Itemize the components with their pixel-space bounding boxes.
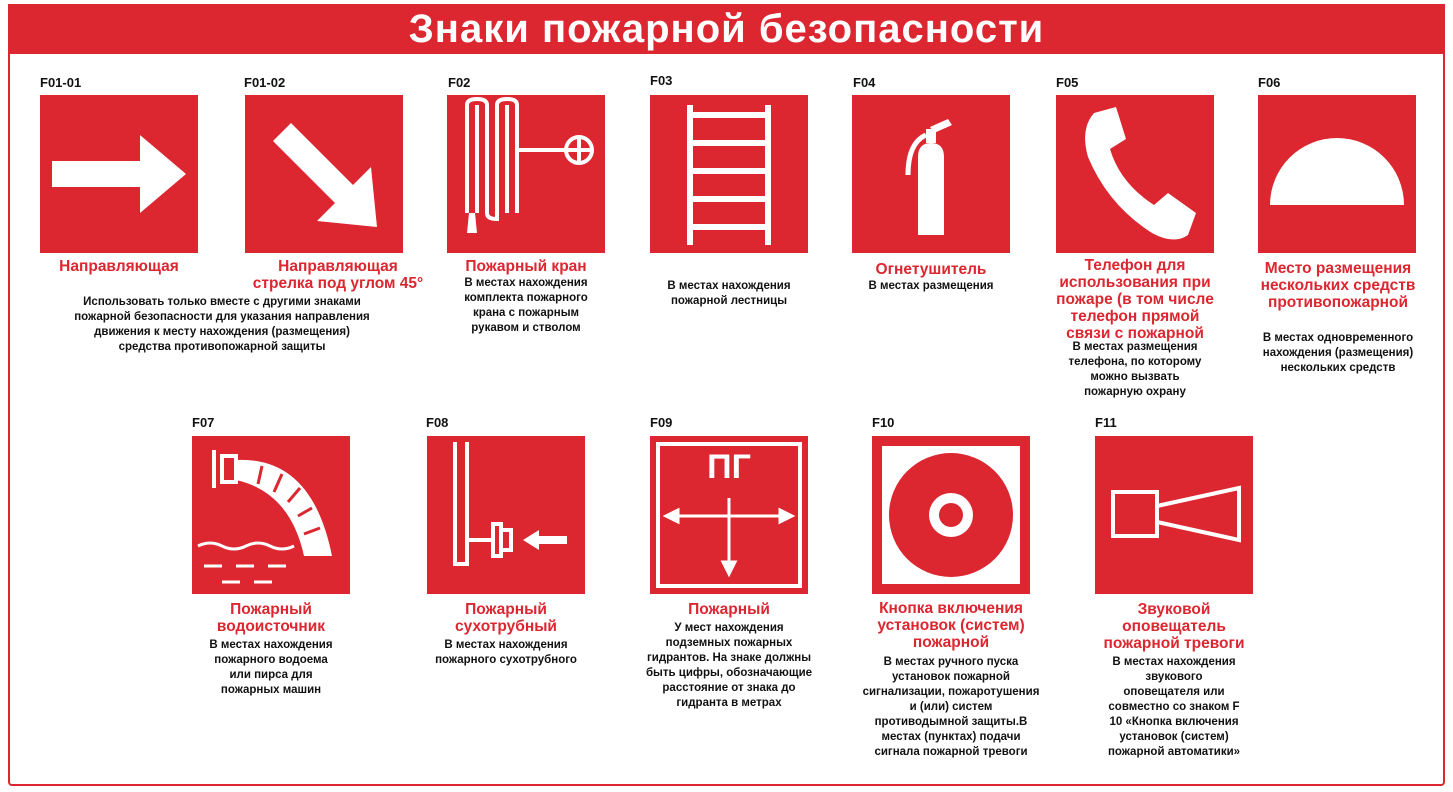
sign-f05 bbox=[1056, 95, 1214, 253]
sign-code: F10 bbox=[872, 415, 895, 430]
sign-f02 bbox=[447, 95, 605, 253]
sign-f08 bbox=[427, 436, 585, 594]
hydrant-glyph: ПГ bbox=[707, 448, 751, 486]
sign-name: Пожарный кран bbox=[465, 258, 587, 275]
sign-description: Использовать только вместе с другими знаками пожарной безопасности для указания направления движения к месту нахождения (размещения) средства противопожарной защиты bbox=[74, 296, 370, 353]
sign-name: Направляющая стрелка под углом 45° bbox=[252, 258, 424, 292]
sign-f06 bbox=[1258, 95, 1416, 253]
sign-description: В местах нахождения комплекта пожарного крана с пожарным рукавом и стволом bbox=[464, 277, 588, 334]
sound-alarm-icon bbox=[1095, 436, 1253, 594]
sign-code: F08 bbox=[426, 415, 449, 430]
arrow-diagonal-icon bbox=[245, 95, 403, 253]
sign-f11 bbox=[1095, 436, 1253, 594]
sign-description: В местах нахождения пожарной лестницы bbox=[667, 280, 791, 307]
sign-description: В местах одновременного нахождения (размещения) нескольких средств bbox=[1262, 332, 1414, 374]
title-bar bbox=[8, 4, 1445, 54]
sign-f03 bbox=[650, 95, 808, 253]
water-source-icon bbox=[192, 436, 350, 594]
sign-name: Место размещения нескольких средств противопожарной bbox=[1260, 260, 1416, 311]
sign-code: F01-01 bbox=[40, 75, 82, 90]
sign-description: В местах нахождения пожарного водоема или пирса для пожарных машин bbox=[209, 639, 333, 696]
telephone-icon bbox=[1056, 95, 1214, 253]
sign-name: Огнетушитель bbox=[875, 261, 987, 278]
sign-code: F04 bbox=[853, 75, 876, 90]
sign-code: F11 bbox=[1095, 415, 1117, 430]
sign-description: У мест нахождения подземных пожарных гидрантов. На знаке должны быть цифры, обозначающие расстояние от знака до гидранта в метрах bbox=[645, 622, 813, 709]
sign-f01-01 bbox=[40, 95, 198, 253]
sign-code: F07 bbox=[192, 415, 215, 430]
sign-description: В местах ручного пуска установок пожарной сигнализации, пожаротушения и (или) систем противодымной защиты.В местах (пунктах) подачи сигнала пожарной тревоги bbox=[862, 656, 1040, 758]
sign-code: F03 bbox=[650, 73, 673, 88]
sign-code: F06 bbox=[1258, 75, 1281, 90]
sign-name: Пожарный водоисточник bbox=[216, 601, 326, 635]
sign-name: Пожарный сухотрубный bbox=[455, 601, 557, 635]
sign-code: F02 bbox=[448, 75, 471, 90]
poster-title: Знаки пожарной безопасности bbox=[408, 6, 1045, 51]
arrow-right-icon bbox=[40, 95, 198, 253]
hydrant-icon bbox=[650, 436, 808, 594]
sign-code: F09 bbox=[650, 415, 673, 430]
sign-f10 bbox=[872, 436, 1030, 594]
sign-description: В местах нахождения звукового оповещателя или совместно со знаком F 10 «Кнопка включения установок (систем) пожарной автоматики» bbox=[1107, 656, 1241, 758]
sign-code: F01-02 bbox=[244, 75, 286, 90]
sign-f09 bbox=[650, 436, 808, 594]
sign-name: Направляющая bbox=[59, 258, 179, 275]
alarm-button-icon bbox=[872, 436, 1030, 594]
fire-hose-icon bbox=[447, 95, 605, 253]
sign-f07 bbox=[192, 436, 350, 594]
sign-name: Пожарный bbox=[688, 601, 770, 618]
sign-f01-02 bbox=[245, 95, 403, 253]
sign-name: Звуковой оповещатель пожарной тревоги bbox=[1103, 601, 1245, 652]
sign-description: В местах нахождения пожарного сухотрубного bbox=[435, 639, 577, 666]
sign-description: В местах размещения bbox=[868, 280, 994, 292]
dry-pipe-icon bbox=[427, 436, 585, 594]
sign-description: В местах размещения телефона, по которому можно вызвать пожарную охрану bbox=[1068, 341, 1202, 398]
fire-extinguisher-icon bbox=[852, 95, 1010, 253]
fire-ladder-icon bbox=[650, 95, 808, 253]
sign-f04 bbox=[852, 95, 1010, 253]
semicircle-icon bbox=[1258, 95, 1416, 253]
sign-name: Телефон для использования при пожаре (в том числе телефон прямой связи с пожарной bbox=[1056, 257, 1214, 342]
sign-code: F05 bbox=[1056, 75, 1079, 90]
sign-name: Кнопка включения установок (систем) пожарной bbox=[877, 600, 1025, 651]
